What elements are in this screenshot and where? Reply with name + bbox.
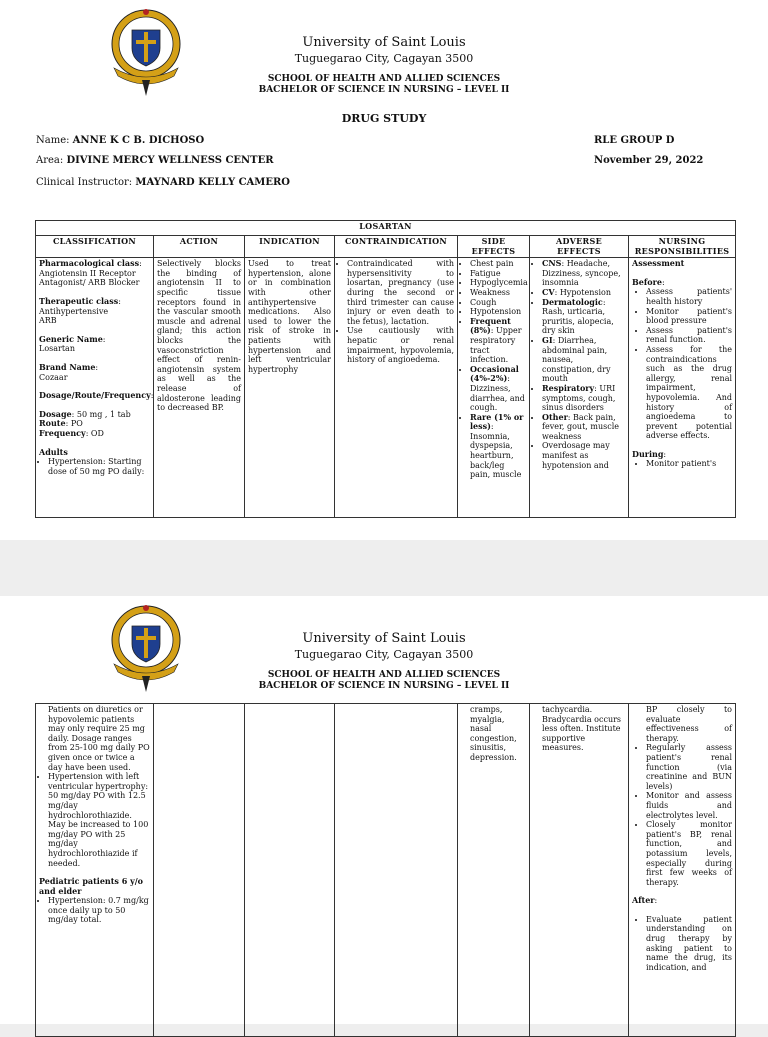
cv-value: : Hypotension	[554, 287, 611, 297]
cns-label: CNS	[542, 258, 562, 269]
side-effect-item: • Weakness	[470, 288, 526, 298]
name-value: ANNE K C B. DICHOSO	[72, 135, 205, 146]
university-name: University of Saint Louis	[302, 631, 466, 646]
frequency-value: : OD	[85, 428, 104, 438]
contraindication-cell	[335, 258, 458, 518]
action-text: Selectively blocks the binding of angiotensin II to specific tissue receptors found in the vascular smooth muscle and adrenal gland; this action blocks the vasoconstriction effect of renin-angiotensin system as well as the release of aldosterone leading to decreased BP.	[157, 259, 241, 413]
other-label: Other	[542, 411, 568, 422]
occasional-value: : Dizziness, diarrhea, and cough.	[470, 374, 525, 413]
drug-study-table-continued	[35, 703, 736, 1037]
before-item: • Assess for the contraindications such as the drug allergy, renal impairment, hypovolemia. And history of angioedema to prevent potential adverse effects.	[646, 345, 732, 441]
page-2	[0, 596, 768, 1024]
adverse-effects-cell	[530, 258, 629, 518]
derm-label: Dermatologic	[542, 296, 603, 307]
nursing-cell-cont: BP closely to evaluate effectiveness of therapy. • Regularly assess patient's renal function (via creatinine and BUN levels) • Monitor and assess fluids and electrolytes level. • Closely monitor patient's BP, renal function, and potassium levels, especially during first few weeks of therapy. After: • Evaluate patient understanding on drug therapy by asking patient to name the drug, its indication, and	[629, 704, 736, 1037]
dosage-value: : 50 mg , 1 tab	[71, 409, 131, 419]
lvh-dose-item: • Hypertension with left ventricular hypertrophy: 50 mg/day PO with 12.5 mg/day hydrochlorothiazide. May be increased to 100 mg/day PO with 25 mg/day hydrochlorothiazide if needed.	[48, 772, 150, 868]
peds-label: Pediatric patients 6 y/o and elder	[39, 876, 143, 896]
side-effect-item: • Cough	[470, 298, 526, 308]
rare-value: : Insomnia, dyspepsia, heartburn, back/leg pain, muscle	[470, 422, 522, 480]
header-indication: INDICATION	[245, 236, 335, 258]
ther-class-value-1: Antihypertensive	[39, 306, 109, 316]
header-nursing-responsibilities: NURSING RESPONSIBILITIES	[629, 236, 736, 258]
side-effect-item: • Hypotension	[470, 307, 526, 317]
indication-cell-cont	[245, 704, 335, 1037]
ci-value: MAYNARD KELLY CAMERO	[135, 177, 290, 188]
school-name: SCHOOL OF HEALTH AND ALLIED SCIENCES	[267, 670, 501, 680]
after-label: After	[632, 895, 655, 906]
cns-value: : Headache, Dizziness, syncope, insomnia	[542, 259, 621, 288]
area-line	[36, 155, 274, 166]
before-item: • Assess patient's renal function.	[646, 326, 732, 345]
study-date: November 29, 2022	[594, 155, 704, 166]
rare-label: Rare (1% or less)	[470, 411, 524, 432]
side-effect-item: • Chest pain	[470, 259, 526, 269]
resp-value: : URI symptoms, cough, sinus disorders	[542, 383, 616, 413]
during-label: During	[632, 448, 664, 459]
resp-label: Respiratory	[542, 382, 595, 393]
contraindication-item: • Use cautiously with hepatic or renal impairment, hypovolemia, history of angioedema.	[347, 326, 454, 364]
peds-item: • Hypertension: 0.7 mg/kg once daily up to 50 mg/day total.	[48, 896, 150, 925]
action-cell	[154, 258, 245, 518]
ther-class-value-2: ARB	[39, 316, 57, 326]
program-name: BACHELOR OF SCIENCE IN NURSING – LEVEL II	[258, 681, 510, 691]
adverse-cont-text: tachycardia. Bradycardia occurs less often. Institute supportive measures.	[542, 705, 622, 753]
contraindication-cell-cont	[335, 704, 458, 1037]
nursing-cell: Assessment Before: • Assess patients' health history • Monitor patient's blood pressure • Assess patient's renal function. • Assess for the contraindications such as the drug allergy, renal impairment, hypovolemia. And history of angioedema to prevent potential adverse effects. During: • Monitor patient's	[629, 258, 736, 518]
brand-name-label: Brand Name	[39, 361, 96, 372]
classification-cell: Pharmacological class: Angiotensin II Receptor Antagonist/ ARB Blocker Therapeutic class: Antihypertensive ARB Generic Name: Losartan Brand Name: Cozaar Dosage/Route/Frequency: Dosage: 50 mg , 1 tab Route: PO Frequency: OD Adults • Hypertension: Starting dose of 50 mg PO daily:	[36, 258, 154, 518]
generic-name-label: Generic Name	[39, 333, 103, 344]
during-item: • Monitor and assess fluids and electrolytes level.	[646, 791, 732, 820]
student-name-line	[36, 135, 204, 146]
during-item: • Closely monitor patient's BP, renal function, and potassium levels, especially during first few weeks of therapy.	[646, 820, 732, 887]
rle-group: RLE GROUP D	[594, 135, 675, 146]
side-effect-item: • Fatigue	[470, 269, 526, 279]
frequent-value: : Upper respiratory tract infection.	[470, 326, 522, 365]
during-cont-text: BP closely to evaluate effectiveness of therapy.	[646, 705, 732, 743]
pharm-class-label: Pharmacological class	[39, 258, 140, 269]
gi-label: GI	[542, 334, 553, 345]
brand-name-value: Cozaar	[39, 372, 68, 382]
dosage-label: Dosage	[39, 408, 72, 419]
document-title: DRUG STUDY	[341, 112, 427, 125]
side-effects-cell-cont	[458, 704, 530, 1037]
before-item: • Assess patients' health history	[646, 287, 732, 306]
occasional-label: Occasional (4%-2%)	[470, 363, 519, 384]
after-item: • Evaluate patient understanding on drug therapy by asking patient to name the drug, its indication, and	[646, 915, 732, 973]
derm-value: : Rash, urticaria, pruritis, alopecia, dry skin	[542, 297, 614, 336]
side-effect-item: • Hypoglycemia	[470, 278, 526, 288]
area-label: Area:	[36, 155, 64, 166]
gi-value: : Diarrhea, abdominal pain, nausea, constipation, dry mouth	[542, 335, 611, 384]
route-label: Route	[39, 418, 66, 429]
adverse-effects-cell-cont	[530, 704, 629, 1037]
assessment-label: Assessment	[632, 258, 685, 269]
drug-name-header: LOSARTAN	[36, 221, 736, 236]
adults-item: • Hypertension: Starting dose of 50 mg PO daily:	[48, 457, 150, 476]
header-side-effects: SIDE EFFECTS	[458, 236, 530, 258]
name-label: Name:	[36, 135, 70, 146]
frequent-label: Frequent (8%)	[470, 315, 511, 336]
route-value: : PO	[65, 419, 83, 429]
before-item: • Monitor patient's blood pressure	[646, 307, 732, 326]
university-city: Tuguegarao City, Cagayan 3500	[294, 52, 474, 65]
before-label: Before	[632, 276, 662, 287]
contraindication-item: • Contraindicated with hypersensitivity to losartan, pregnancy (use during the second or third trimester can cause injury or even death to the fetus), lactation.	[347, 259, 454, 326]
program-name: BACHELOR OF SCIENCE IN NURSING – LEVEL II	[258, 85, 510, 95]
classification-cell-cont	[36, 704, 154, 1037]
action-cell-cont	[154, 704, 245, 1037]
adults-label: Adults	[39, 446, 68, 457]
university-city: Tuguegarao City, Cagayan 3500	[294, 648, 474, 661]
header-classification: CLASSIFICATION	[36, 236, 154, 258]
overdose-text: • Overdosage may manifest as hypotension and	[542, 441, 625, 470]
side-effects-cell	[458, 258, 530, 518]
side-effects-cont-text: cramps, myalgia, nasal congestion, sinusitis, depression.	[470, 705, 517, 762]
header-adverse-effects: ADVERSE EFFECTS	[530, 236, 629, 258]
generic-name-value: Losartan	[39, 344, 75, 354]
indication-cell	[245, 258, 335, 518]
ther-class-label: Therapeutic class	[39, 295, 119, 306]
other-value: : Back pain, fever, gout, muscle weakness	[542, 412, 619, 441]
clinical-instructor-line	[36, 177, 290, 188]
ci-label: Clinical Instructor:	[36, 177, 133, 188]
drug-study-table	[35, 220, 736, 518]
area-value: DIVINE MERCY WELLNESS CENTER	[66, 155, 274, 166]
drf-label: Dosage/Route/Frequency	[39, 390, 151, 401]
school-name: SCHOOL OF HEALTH AND ALLIED SCIENCES	[267, 74, 501, 84]
header-contraindication: CONTRAINDICATION	[335, 236, 458, 258]
frequency-label: Frequency	[39, 427, 86, 438]
during-item: • Monitor patient's	[646, 459, 732, 469]
cv-label: CV	[542, 286, 555, 297]
indication-text: Used to treat hypertension, alone or in combination with other antihypertensive medications. Also used to lower the risk of stroke in patients with hypertension and left ventricular hypertrophy	[248, 259, 331, 374]
classification-cont-text: Patients on diuretics or hypovolemic patients may only require 25 mg daily. Dosage ranges from 25-100 mg daily PO given once or twice a day have been used.	[48, 705, 150, 772]
pharm-class-value: Angiotensin II Receptor Antagonist/ ARB Blocker	[39, 268, 140, 288]
header-action: ACTION	[154, 236, 245, 258]
during-item: • Regularly assess patient's renal function (via creatinine and BUN levels)	[646, 743, 732, 791]
university-name: University of Saint Louis	[302, 35, 466, 50]
